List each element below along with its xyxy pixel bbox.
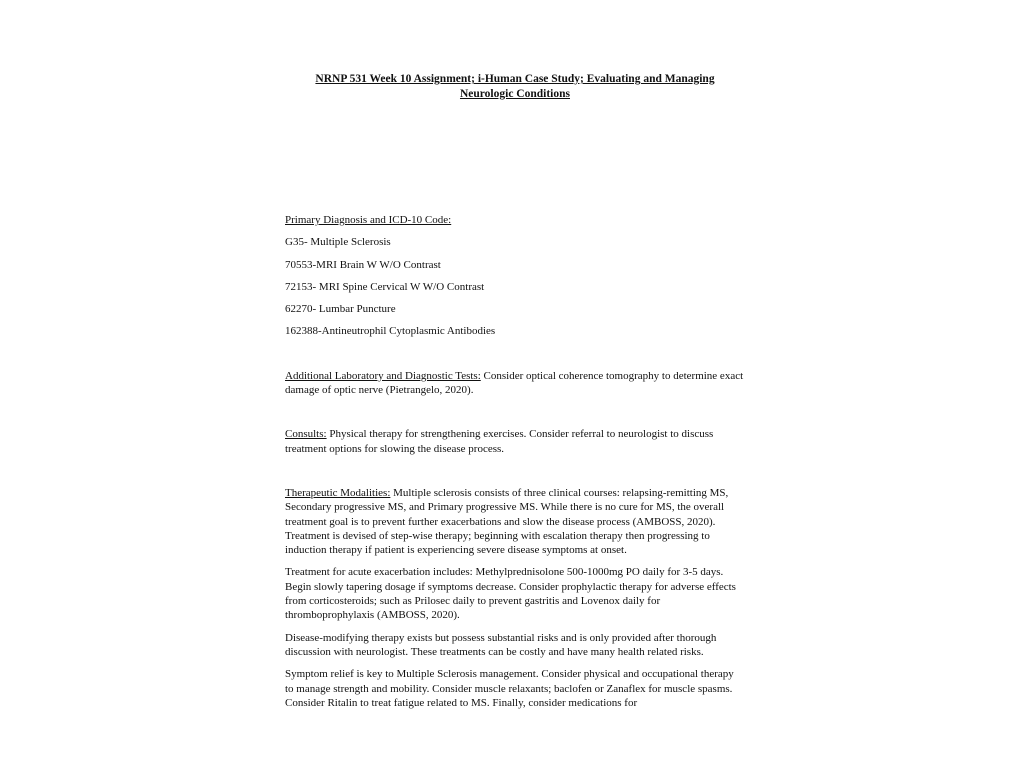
diagnosis-code: G35- Multiple Sclerosis xyxy=(285,236,391,249)
title-line-2: Neurologic Conditions xyxy=(459,88,570,100)
diagnosis-code: 70553-MRI Brain W W/O Contrast xyxy=(285,258,441,271)
consults-label: Consults: xyxy=(285,428,327,441)
body-paragraph: Treatment for acute exacerbation includes: Methylprednisolone 500-1000mg PO daily for 3-5 days. Begin slowly tapering dosage if symptoms decrease. Consider prophylactic therapy for adverse effects from corticosteroids; such as Prilosec daily to prevent gastritis and Lovenox daily for thromboprophylaxis (AMBOSS, 2020). xyxy=(285,566,736,622)
body-paragraph: Disease-modifying therapy exists but possess substantial risks and is only provided after thorough discussion with neurologist. These treatments can be costly and have many health related risks. xyxy=(285,631,717,658)
primary-diagnosis-heading: Primary Diagnosis and ICD-10 Code: xyxy=(285,214,452,226)
additional-tests-text: Consider optical coherence tomography to determine exact damage of optic nerve (Pietrangelo, 2020). xyxy=(285,369,744,397)
therapeutic-text: Multiple sclerosis consists of three clinical courses: relapsing-remitting MS, Secondary progressive MS, and Primary progressive MS. While there is no cure for MS, the overall treatment goal is to prevent further exacerbations and slow the disease process (AMBOSS, 2020). Treatment is devised of step-wise therapy; beginning with escalation therapy then progressing to induction therapy if patient is experiencing severe disease symptoms at onset. xyxy=(285,486,729,557)
consults-text: Physical therapy for strengthening exercises. Consider referral to neurologist to discuss treatment options for slowing the disease process. xyxy=(285,428,714,455)
diagnosis-code: 162388-Antineutrophil Cytoplasmic Antibodies xyxy=(285,325,496,338)
additional-tests-section xyxy=(285,369,745,398)
diagnosis-code: 72153- MRI Spine Cervical W W/O Contrast xyxy=(285,280,485,293)
body-paragraph: Symptom relief is key to Multiple Sclerosis management. Consider physical and occupational therapy to manage strength and mobility. Consider muscle relaxants; baclofen or Zanaflex for muscle spasms. Consider Ritalin to treat fatigue related to MS. Finally, consider medications for xyxy=(285,668,734,709)
additional-tests-label: Additional Laboratory and Diagnostic Tests: xyxy=(285,369,481,382)
consults-section xyxy=(285,427,745,456)
diagnosis-code: 62270- Lumbar Puncture xyxy=(285,303,396,316)
therapeutic-section xyxy=(285,486,745,557)
document-title xyxy=(300,72,730,102)
document-body xyxy=(285,213,745,718)
title-line-1: NRNP 531 Week 10 Assignment; i-Human Case Study; Evaluating and Managing xyxy=(315,73,715,85)
therapeutic-label: Therapeutic Modalities: xyxy=(285,486,391,499)
